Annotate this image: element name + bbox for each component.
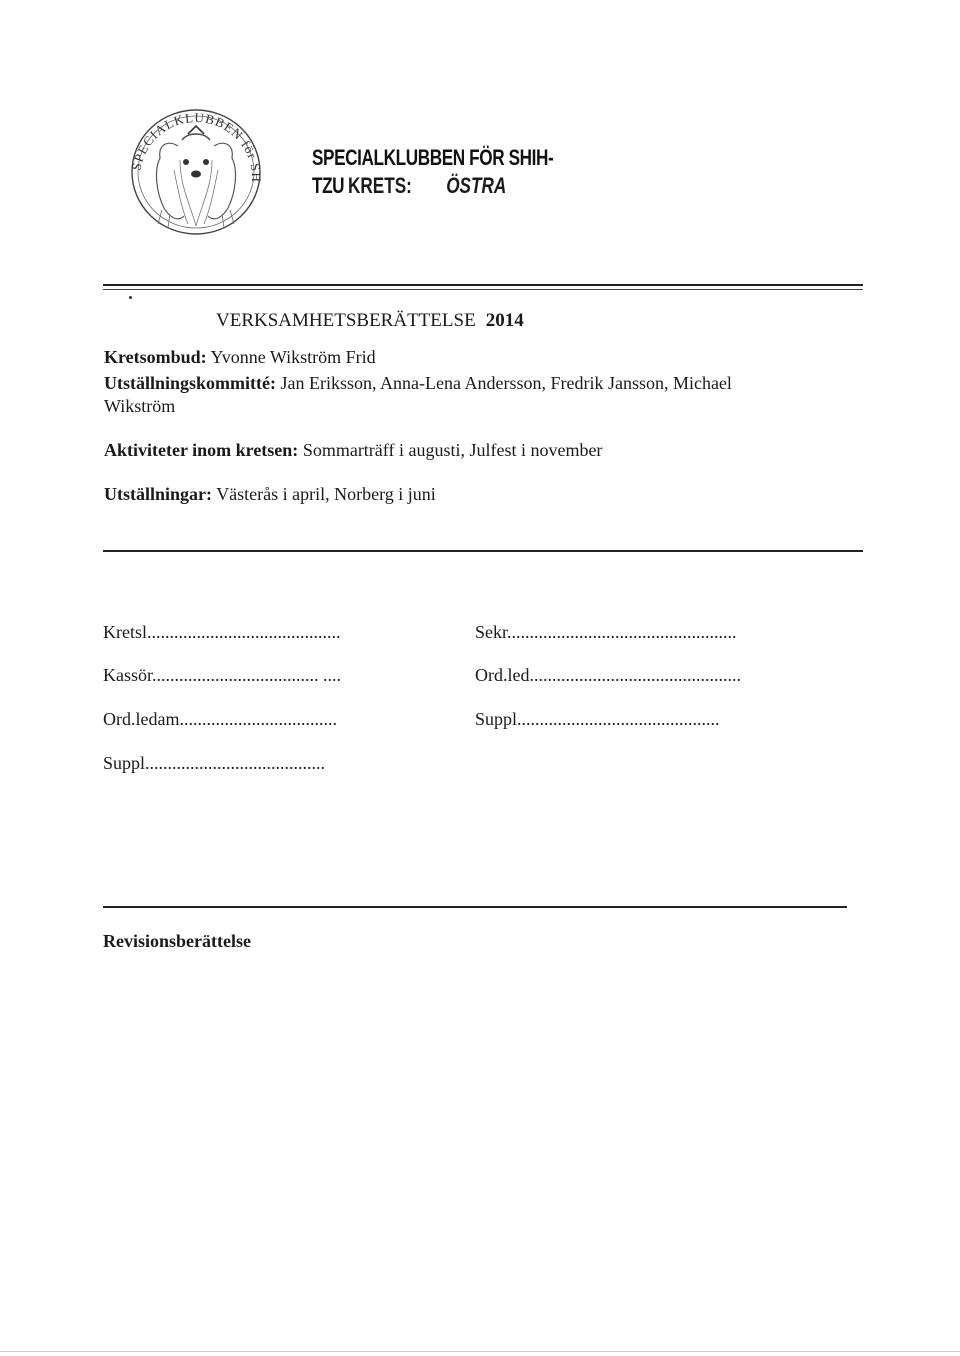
logo-ring-text: SPECIALKLUBBEN för SH [128,109,265,183]
stray-mark [129,296,132,299]
signature-ordledam: Ord.ledam................................... [103,709,337,729]
revision-title: Revisionsberättelse [103,931,251,951]
utstallningar-value: Västerås i april, Norberg i juni [216,484,436,504]
aktiviteter-value: Sommarträff i augusti, Julfest i november [302,440,603,460]
kommitte-line-2: Wikström [104,396,176,416]
club-logo [118,100,274,240]
krets-line [348,172,506,200]
document-title [216,310,524,332]
kretsombud-label: Kretsombud: [104,347,207,367]
aktiviteter-line [104,439,602,461]
aktiviteter-label: Aktiviteter inom kretsen: [104,440,299,460]
kommitte-label: Utställningskommitté: [104,373,276,393]
signature-kretsl: Kretsl........................................... [103,622,341,642]
signature-ordled: Ord.led............................................... [475,665,741,685]
signature-kassor: Kassör..................................... .... [103,665,341,685]
kommitte-line [104,372,732,394]
utstallningar-line [104,483,436,505]
signature-suppl-right: Suppl............................................. [475,709,720,729]
signature-sekr: Sekr................................................... [475,622,737,642]
signature-suppl-left: Suppl........................................ [103,753,326,773]
shih-tzu-dog-seal-icon [118,100,274,240]
kretsombud-line [104,346,376,368]
kretsombud-value: Yvonne Wikström Frid [210,347,376,367]
utstallningar-label: Utställningar: [104,484,212,504]
document-year: 2014 [485,310,524,331]
club-name: SPECIALKLUBBEN FÖR SHIH-TZU [312,145,554,198]
krets-label: KRETS: [348,173,412,198]
krets-value: ÖSTRA [446,173,507,198]
revision-divider [103,906,847,908]
document-title-text: VERKSAMHETSBERÄTTELSE [216,310,476,331]
kommitte-value: Jan Eriksson, Anna-Lena Andersson, Fredrik Jansson, Michael [280,373,732,393]
header-divider-top [103,284,863,286]
header-divider-bottom [103,289,863,290]
section-divider [103,550,863,552]
page-bottom-edge [0,1351,960,1352]
